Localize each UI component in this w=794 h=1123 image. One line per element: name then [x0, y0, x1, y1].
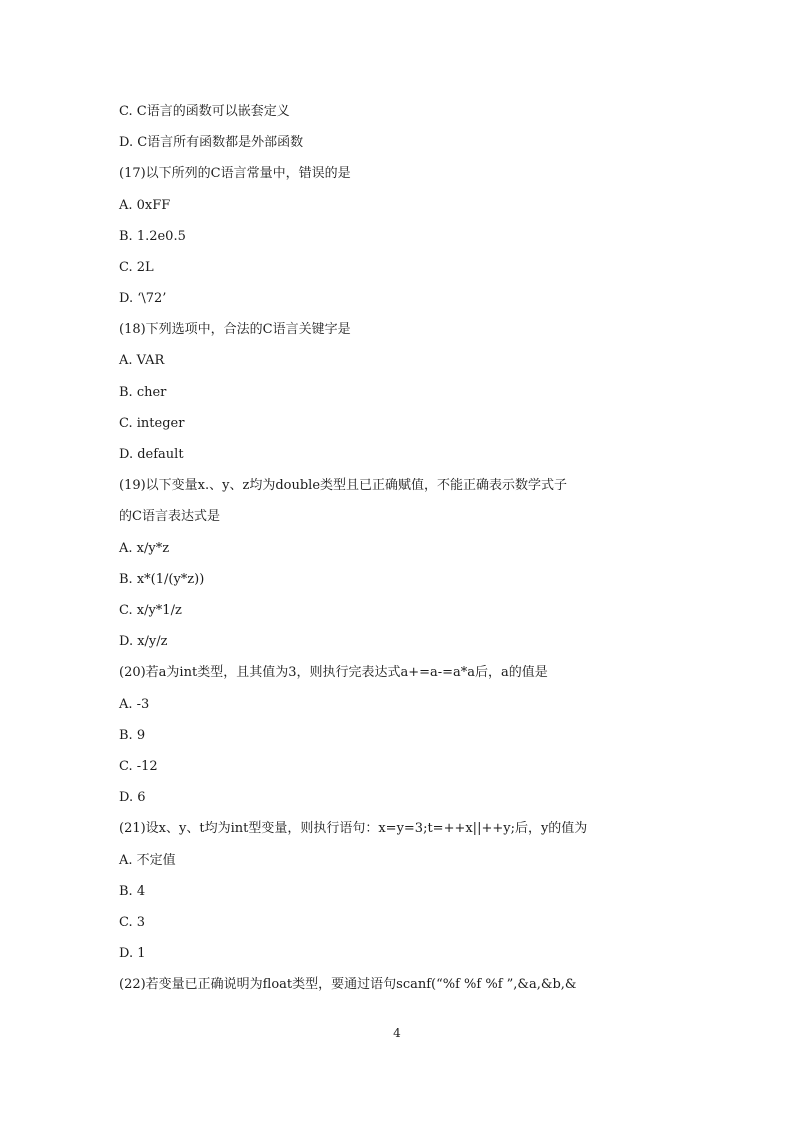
- option-b-q17: B. 1.2e0.5: [119, 229, 186, 244]
- option-b-q21: B. 4: [119, 884, 146, 899]
- option-c-q18: C. integer: [119, 416, 185, 431]
- option-b-q18: B. cher: [119, 385, 167, 400]
- question-17: (17)以下所列的C语言常量中，错误的是: [119, 166, 351, 181]
- option-d-q16: D. C语言所有函数都是外部函数: [119, 135, 304, 150]
- option-a-q18: A. VAR: [119, 353, 165, 368]
- option-d-q21: D. 1: [119, 946, 146, 961]
- option-d-q19: D. x/y/z: [119, 634, 168, 649]
- option-c-q21: C. 3: [119, 915, 146, 930]
- question-21: (21)设x、y、t均为int型变量，则执行语句：x=y=3;t=++x||++y;后，y的值为: [119, 821, 588, 836]
- option-c-q19: C. x/y*1/z: [119, 603, 182, 618]
- option-d-q17: D. ‘\72’: [119, 291, 167, 306]
- option-a-q20: A. -3: [119, 697, 150, 712]
- page-number: 4: [393, 1026, 401, 1040]
- option-a-q19: A. x/y*z: [119, 541, 170, 556]
- option-a-q21: A. 不定值: [119, 853, 176, 868]
- option-b-q20: B. 9: [119, 728, 146, 743]
- question-20: (20)若a为int类型，且其值为3，则执行完表达式a+=a-=a*a后，a的值是: [119, 665, 548, 680]
- option-d-q18: D. default: [119, 447, 184, 462]
- question-22: (22)若变量已正确说明为float类型，要通过语句scanf(“%f %f %f ”,&a,&b,&: [119, 977, 577, 992]
- option-b-q19: B. x*(1/(y*z)): [119, 572, 205, 587]
- option-a-q17: A. 0xFF: [119, 198, 171, 213]
- option-c-q20: C. -12: [119, 759, 158, 774]
- option-d-q20: D. 6: [119, 790, 146, 805]
- option-c-q17: C. 2L: [119, 260, 154, 275]
- question-18: (18)下列选项中，合法的C语言关键字是: [119, 322, 351, 337]
- option-c-q16: C. C语言的函数可以嵌套定义: [119, 104, 290, 119]
- question-19-line-2: 的C语言表达式是: [119, 509, 220, 524]
- question-19-line-1: (19)以下变量x.、y、z均为double类型且已正确赋值，不能正确表示数学式子: [119, 478, 568, 493]
